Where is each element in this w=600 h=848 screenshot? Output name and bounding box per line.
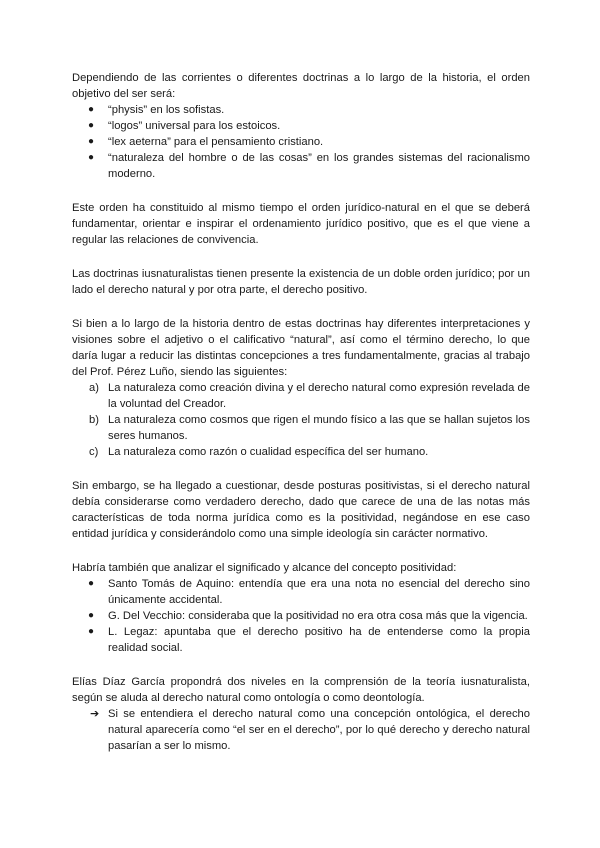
- conceptions-list: [72, 380, 530, 460]
- bullet-icon: ●: [88, 578, 95, 589]
- list-item: ● “physis” en los sofistas.: [88, 104, 225, 116]
- list-item: a) La naturaleza como creación divina y el derecho natural como expresión revelada de la voluntad del Creador.: [89, 382, 530, 410]
- bullet-icon: ●: [88, 136, 95, 147]
- list-item: b) La naturaleza como cosmos que rigen el mundo físico a las que se hallan sujetos los seres humanos.: [89, 414, 530, 442]
- list-item: ● G. Del Vecchio: consideraba que la positividad no era otra cosa más que la vigencia.: [88, 610, 528, 622]
- list-marker: c): [89, 446, 99, 458]
- ontology-list: [72, 706, 530, 754]
- arrow-right-icon: ➔: [90, 708, 100, 720]
- list-item: ● Santo Tomás de Aquino: entendía que era una nota no esencial del derecho sino únicamente accidental.: [88, 578, 530, 606]
- positivity-list: [72, 576, 530, 656]
- order-list: [72, 102, 530, 182]
- list-item: ● L. Legaz: apuntaba que el derecho positivo ha de entenderse como la propia realidad social.: [88, 626, 530, 654]
- interpretations-paragraph: Si bien a lo largo de la historia dentro de estas doctrinas hay diferentes interpretaciones y visiones sobre el adjetivo o el calificativo “natural”, así como el término derecho, lo que daría lugar a reducir las distintas concepciones a tres fundamentalmente, gracias al trabajo del Prof. Pérez Luño, siendo las siguientes:: [72, 318, 530, 378]
- bullet-icon: ●: [88, 104, 95, 115]
- bullet-icon: ●: [88, 120, 95, 131]
- intro-paragraph: Dependiendo de las corrientes o diferentes doctrinas a lo largo de la historia, el orden objetivo del ser será:: [72, 72, 530, 100]
- bullet-icon: ●: [88, 152, 95, 163]
- positivity-paragraph: Habría también que analizar el significado y alcance del concepto positividad:: [72, 562, 457, 574]
- list-item: c) La naturaleza como razón o cualidad específica del ser humano.: [89, 446, 429, 458]
- list-marker: b): [89, 414, 99, 426]
- list-item: ● “naturaleza del hombre o de las cosas” en los grandes sistemas del racionalismo moderno.: [88, 152, 530, 180]
- bullet-icon: ●: [88, 610, 95, 621]
- list-marker: a): [89, 382, 99, 394]
- list-item: ➔ Si se entendiera el derecho natural como una concepción ontológica, el derecho natural aparecería como “el ser en el derecho”, por lo qué derecho y derecho natural pasarían a ser lo mismo.: [90, 708, 530, 752]
- list-item: ● “lex aeterna” para el pensamiento cristiano.: [88, 136, 324, 148]
- double-order-paragraph: Las doctrinas iusnaturalistas tienen presente la existencia de un doble orden jurídico; por un lado el derecho natural y por otra parte, el derecho positivo.: [72, 268, 530, 296]
- order-paragraph: Este orden ha constituido al mismo tiempo el orden jurídico-natural en el que se deberá fundamentar, orientar e inspirar el ordenamiento jurídico positivo, que es el que viene a regular las relaciones de convivencia.: [72, 202, 530, 246]
- list-item: ● “logos” universal para los estoicos.: [88, 120, 281, 132]
- diaz-paragraph: Elías Díaz García propondrá dos niveles en la comprensión de la teoría iusnaturalista, según se aluda al derecho natural como ontología o como deontología.: [72, 676, 530, 704]
- question-paragraph: Sin embargo, se ha llegado a cuestionar, desde posturas positivistas, si el derecho natural debía considerarse como verdadero derecho, dado que carece de una de las notas más características de toda norma jurídica como es la positividad, negándose en ese caso entidad jurídica y considerándolo como una simple ideología sin carácter normativo.: [72, 480, 530, 540]
- bullet-icon: ●: [88, 626, 95, 637]
